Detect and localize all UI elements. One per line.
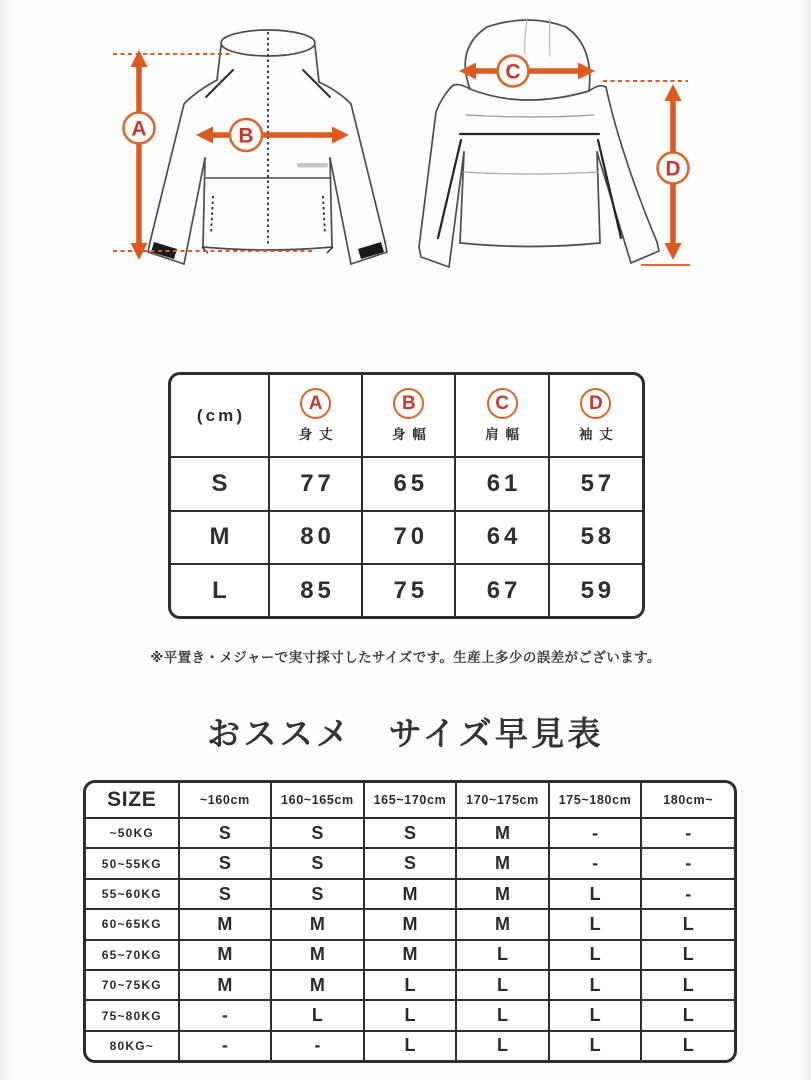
size-label-l: L <box>171 564 269 616</box>
recommend-size: L <box>641 1000 734 1030</box>
jacket-measurement-diagram <box>0 0 811 352</box>
recommend-size: L <box>549 970 642 1000</box>
height-col-header: 160~165cm <box>271 783 364 818</box>
recommend-size: L <box>456 970 549 1000</box>
measure-value: 80 <box>269 511 362 565</box>
measure-value: 75 <box>362 564 455 616</box>
recommend-size: L <box>364 970 457 1000</box>
recommend-size: S <box>271 879 364 909</box>
recommend-size: L <box>641 970 734 1000</box>
recommend-size: M <box>179 940 272 970</box>
recommend-size: M <box>271 909 364 939</box>
table-row <box>86 818 734 848</box>
table-row <box>171 511 642 565</box>
recommend-size: M <box>456 909 549 939</box>
measurement-arrow-a <box>131 50 148 260</box>
recommend-header-row <box>86 783 734 818</box>
measurement-arrow-b <box>196 127 349 144</box>
recommend-size: L <box>641 1031 734 1060</box>
recommend-size: M <box>364 909 457 939</box>
col-header-sleeve-length <box>549 375 642 457</box>
recommend-size: - <box>641 848 734 878</box>
height-col-header: 175~180cm <box>549 783 642 818</box>
height-col-header: ~160cm <box>179 783 272 818</box>
recommend-size: L <box>641 909 734 939</box>
marker-circle-a <box>124 113 155 144</box>
marker-badge-c: C <box>487 388 518 419</box>
table-row <box>86 909 734 939</box>
unit-header-cell <box>171 375 269 457</box>
col-label-sleeve-length: 袖丈 <box>578 427 620 442</box>
measure-value: 57 <box>549 457 642 511</box>
recommend-size: L <box>456 1031 549 1060</box>
marker-letter-c: C <box>505 60 521 84</box>
recommend-size: M <box>271 940 364 970</box>
recommend-size: S <box>179 848 272 878</box>
weight-row-header: ~50KG <box>86 818 179 848</box>
measure-table-header-row <box>171 375 642 457</box>
table-row <box>86 1031 734 1060</box>
marker-badge-a: A <box>300 388 331 419</box>
measure-value: 64 <box>455 511 548 565</box>
measure-value: 58 <box>549 511 642 565</box>
marker-badge-b: B <box>393 388 424 419</box>
table-row <box>86 848 734 878</box>
recommend-size: M <box>364 940 457 970</box>
weight-row-header: 80KG~ <box>86 1031 179 1060</box>
measurement-note: ※平置き・メジャーで実寸採寸したサイズです。生産上多少の誤差がございます。 <box>150 650 661 665</box>
recommend-size: - <box>179 1000 272 1030</box>
col-header-body-width <box>362 375 455 457</box>
measure-value: 67 <box>455 564 548 616</box>
table-row <box>86 940 734 970</box>
col-label-body-width: 身幅 <box>391 427 433 442</box>
weight-row-header: 55~60KG <box>86 879 179 909</box>
size-label-s: S <box>171 457 269 511</box>
recommend-size: L <box>641 940 734 970</box>
recommend-size: M <box>179 909 272 939</box>
table-row <box>86 970 734 1000</box>
recommend-size: - <box>641 879 734 909</box>
height-col-header: 165~170cm <box>364 783 457 818</box>
recommend-size: M <box>364 879 457 909</box>
recommend-size: L <box>549 940 642 970</box>
recommend-size: L <box>271 1000 364 1030</box>
back-jacket-dark-seams <box>438 134 621 238</box>
front-jacket-zippers <box>211 32 325 246</box>
recommend-size: - <box>549 848 642 878</box>
recommend-size: S <box>364 848 457 878</box>
recommend-size: L <box>364 1031 457 1060</box>
col-header-shoulder-width <box>455 375 548 457</box>
marker-circle-b <box>230 119 262 151</box>
recommend-size: L <box>456 1000 549 1030</box>
recommend-size: L <box>549 909 642 939</box>
recommend-size: M <box>271 970 364 1000</box>
recommend-size: S <box>271 848 364 878</box>
recommend-size: - <box>271 1031 364 1060</box>
col-label-body-length: 身丈 <box>298 427 340 442</box>
marker-letter-b: B <box>238 124 254 148</box>
measure-value: 65 <box>362 457 455 511</box>
recommend-size: M <box>456 879 549 909</box>
weight-row-header: 60~65KG <box>86 909 179 939</box>
measure-value: 59 <box>549 564 642 616</box>
recommend-size: L <box>549 1000 642 1030</box>
measure-value: 77 <box>269 457 362 511</box>
size-recommend-table <box>83 780 737 1063</box>
measure-value: 61 <box>455 457 548 511</box>
table-row <box>171 457 642 511</box>
marker-circle-d <box>658 153 689 184</box>
table-row <box>171 564 642 616</box>
marker-letter-a: A <box>131 117 147 141</box>
recommend-size: M <box>456 818 549 848</box>
recommend-size: - <box>549 818 642 848</box>
table-row <box>86 1000 734 1030</box>
weight-row-header: 65~70KG <box>86 940 179 970</box>
height-col-header: 170~175cm <box>456 783 549 818</box>
brand-logo-mark <box>297 163 328 168</box>
recommend-size: S <box>179 879 272 909</box>
size-measure-table <box>168 372 645 619</box>
height-col-header: 180cm~ <box>641 783 734 818</box>
measure-value: 85 <box>269 564 362 616</box>
recommend-table-title: おススメ サイズ早見表 <box>207 715 604 752</box>
recommend-size: M <box>179 970 272 1000</box>
size-corner-header: SIZE <box>86 783 179 818</box>
recommend-size: S <box>271 818 364 848</box>
recommend-size: L <box>549 879 642 909</box>
measure-value: 70 <box>362 511 455 565</box>
back-jacket-illustration <box>419 19 659 267</box>
recommend-size: L <box>364 1000 457 1030</box>
recommend-size: S <box>179 818 272 848</box>
recommend-size: - <box>641 818 734 848</box>
col-header-body-length <box>269 375 362 457</box>
recommend-size: M <box>456 848 549 878</box>
recommend-size: S <box>364 818 457 848</box>
weight-row-header: 50~55KG <box>86 848 179 878</box>
recommend-size: - <box>179 1031 272 1060</box>
unit-label: (cm) <box>196 405 246 425</box>
table-row <box>86 879 734 909</box>
recommend-size: L <box>456 940 549 970</box>
col-label-shoulder-width: 肩幅 <box>485 427 526 442</box>
marker-badge-d: D <box>580 388 611 419</box>
marker-circle-c <box>498 56 529 87</box>
marker-letter-d: D <box>665 157 681 181</box>
weight-row-header: 70~75KG <box>86 970 179 1000</box>
recommend-size: L <box>549 1031 642 1060</box>
measurement-guide-dashes-a <box>113 54 312 251</box>
weight-row-header: 75~80KG <box>86 1000 179 1030</box>
size-label-m: M <box>171 511 269 565</box>
